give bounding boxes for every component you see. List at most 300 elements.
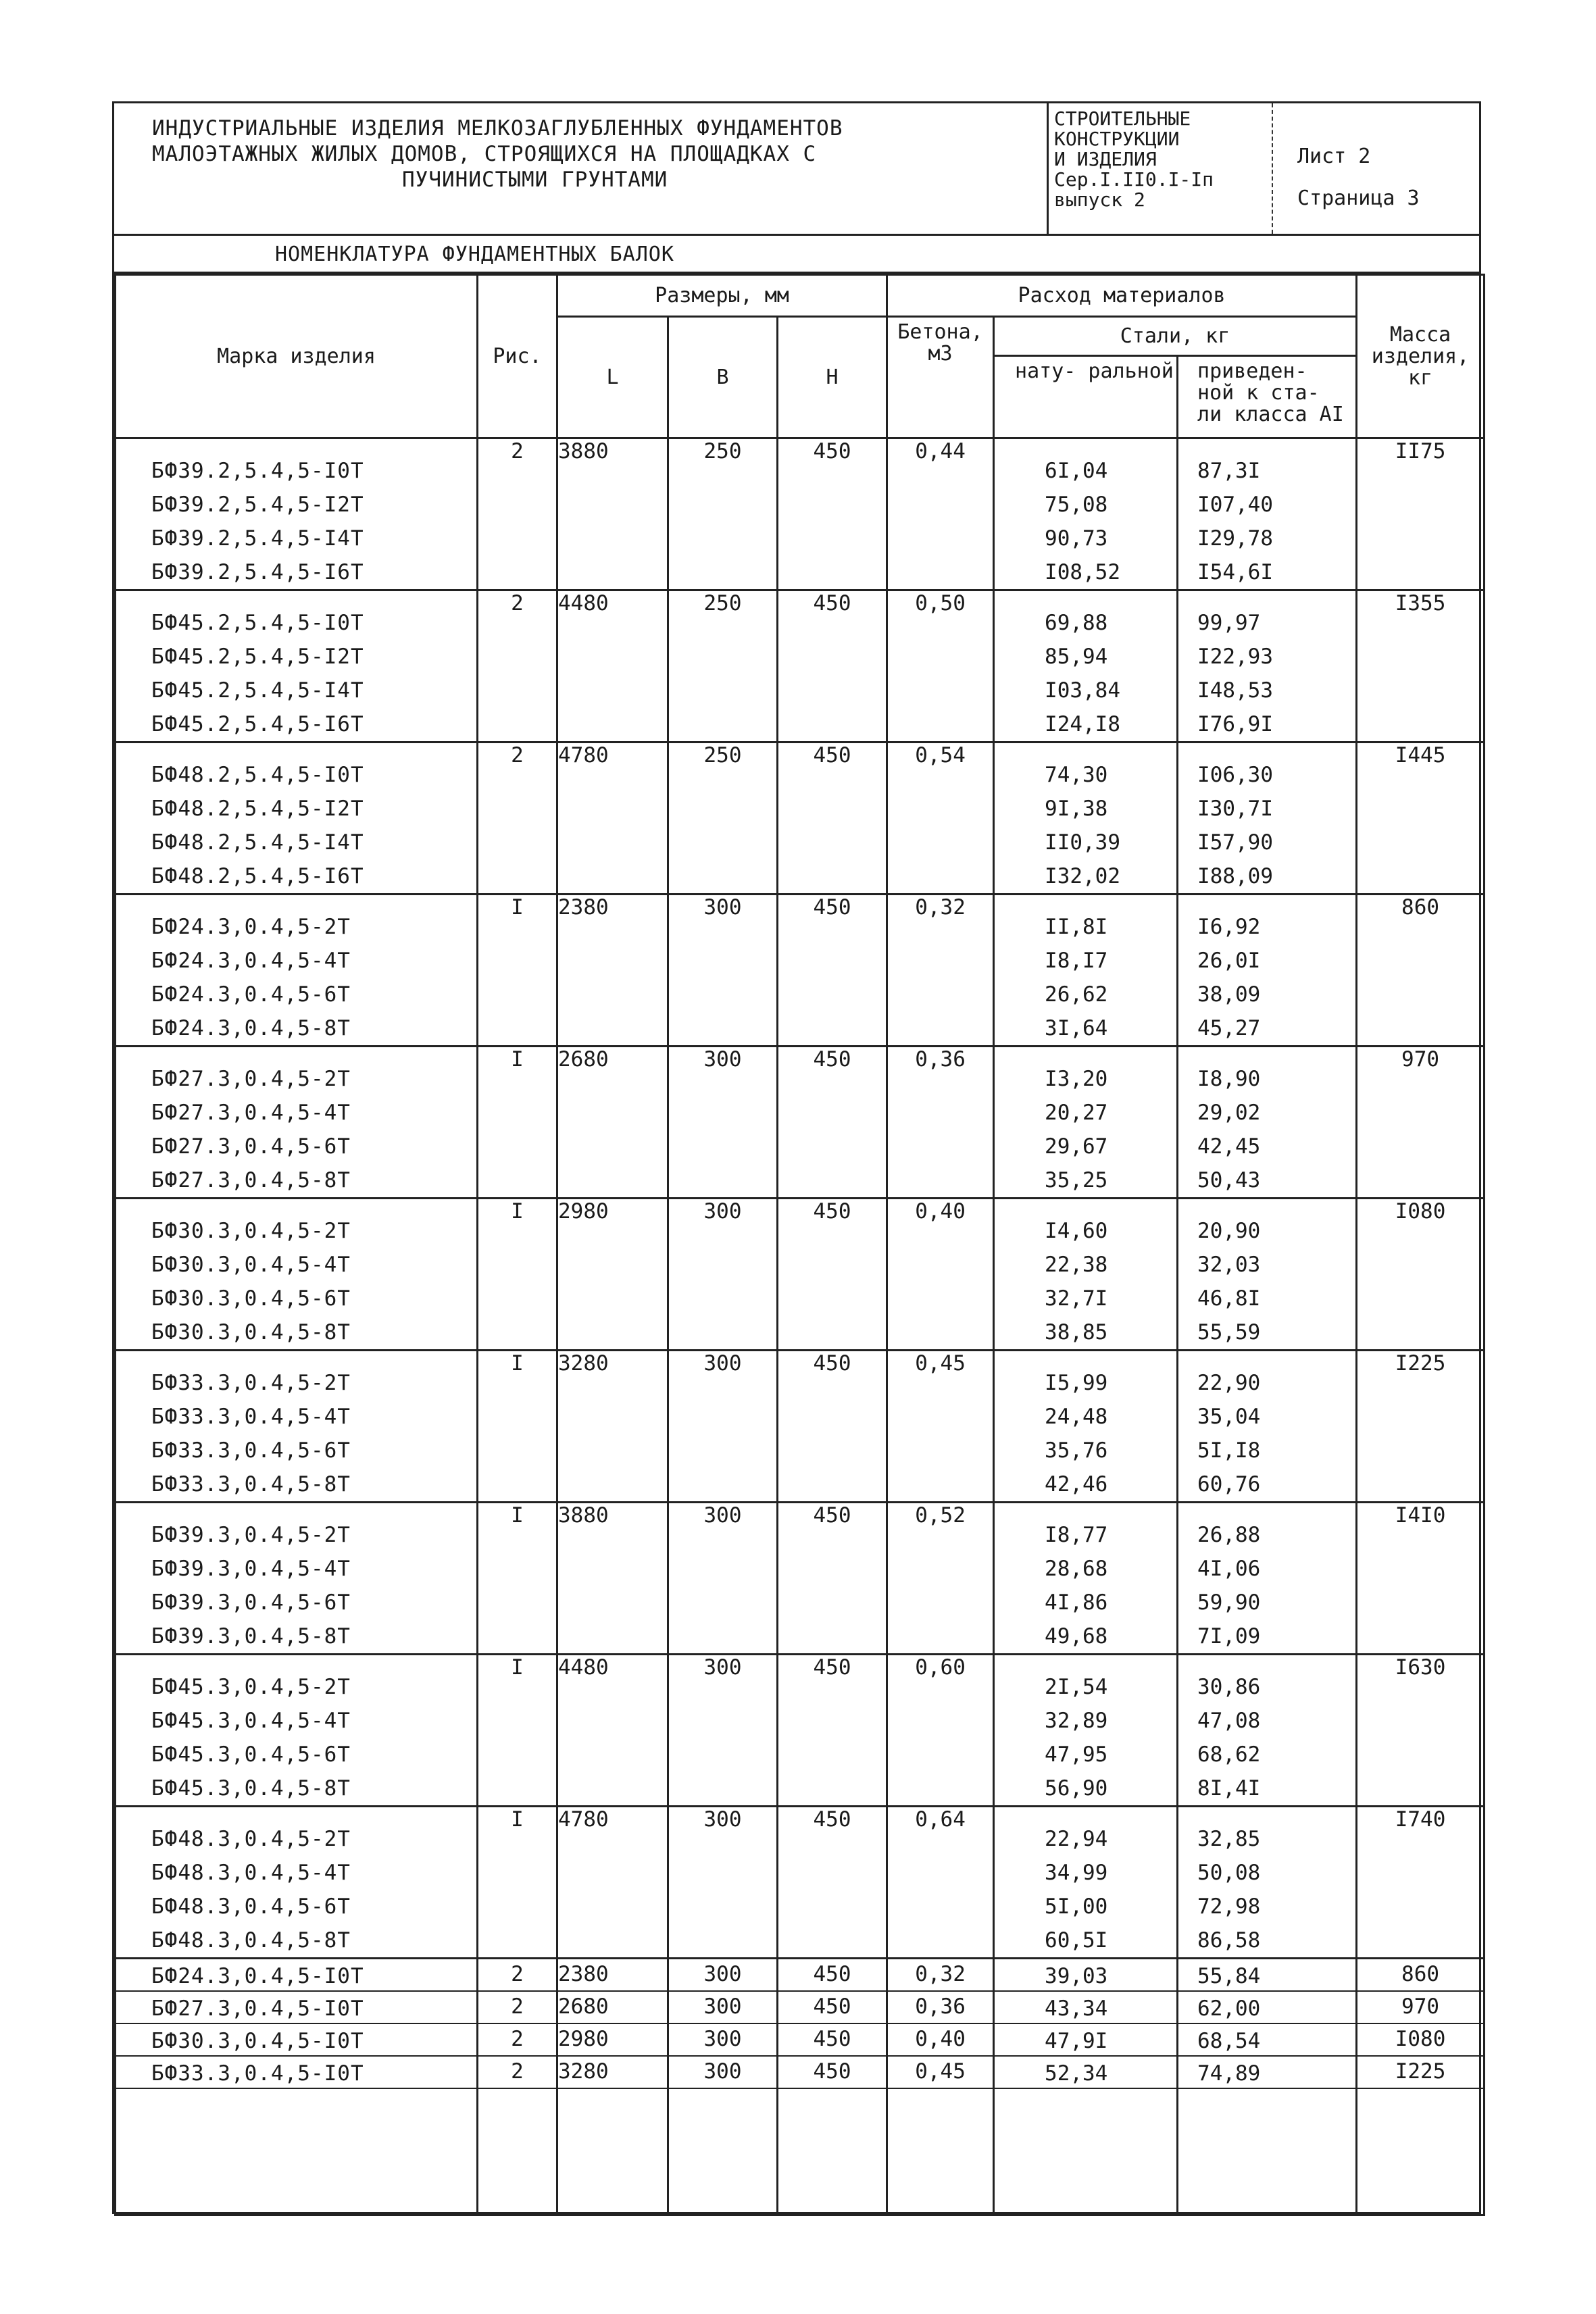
product-mark: БФ48.3,0.4,5-4T [151,1861,351,1885]
reduced-steel-value: 22,90 [1197,1371,1261,1395]
reduced-steel-value: I6,92 [1197,915,1261,939]
reduced-steel-cell [1178,1503,1357,1655]
concrete-cell: 0,40 [887,2023,994,2056]
natural-steel-cell [994,1047,1178,1199]
header-materials: Расход материалов [887,275,1357,317]
reduced-steel-value: 32,03 [1197,1253,1261,1277]
natural-steel-value: 42,46 [1045,1472,1108,1496]
product-mark: БФ39.2,5.4,5-I2T [151,493,364,517]
product-mark: БФ27.3,0.4,5-6T [151,1134,351,1159]
sheet-number: Лист 2 [1297,145,1371,168]
width-cell: 300 [668,1807,778,1959]
product-mark: БФ33.3,0.4,5-4T [151,1405,351,1429]
title-line: ПУЧИНИСТЫМИ ГРУНТАМИ [402,168,668,192]
product-mark: БФ33.3,0.4,5-I0T [151,2061,364,2086]
reduced-steel-value: 46,8I [1197,1286,1261,1311]
header-fig: Рис. [478,275,557,438]
mark-cell [116,1047,478,1199]
mark-cell [116,895,478,1047]
product-mark: БФ24.3,0.4,5-6T [151,982,351,1007]
width-cell: 300 [668,1959,778,1992]
natural-steel-value: I08,52 [1045,560,1121,584]
empty-cell [557,2088,668,2215]
table-row [116,1503,1485,1655]
reduced-steel-value: 50,08 [1197,1861,1261,1885]
product-mark: БФ45.2,5.4,5-I0T [151,611,364,635]
header-reduced: приведен- ной к ста- ли класса АI [1178,356,1357,438]
mark-cell [116,1351,478,1503]
series-line: Сер.I.II0.I-Iп [1054,168,1214,191]
reduced-steel-value: I57,90 [1197,830,1274,855]
natural-steel-value: I24,I8 [1045,712,1121,736]
fig-cell: 2 [478,1991,557,2023]
mass-cell: 860 [1357,895,1485,1047]
width-cell: 250 [668,590,778,743]
fig-cell: 2 [478,438,557,590]
reduced-steel-value: 38,09 [1197,982,1261,1007]
fig-cell: 2 [478,2056,557,2088]
reduced-steel-value: 86,58 [1197,1928,1261,1953]
concrete-cell: 0,60 [887,1655,994,1807]
reduced-steel-value: I22,93 [1197,645,1274,669]
natural-steel-cell [994,1199,1178,1351]
reduced-steel-value: 32,85 [1197,1827,1261,1851]
natural-steel-value: 35,76 [1045,1438,1108,1463]
fig-cell: I [478,1807,557,1959]
header-natural: нату- ральной [994,356,1178,438]
natural-steel-cell [994,1991,1178,2023]
natural-steel-cell [994,895,1178,1047]
mass-cell: I630 [1357,1655,1485,1807]
table-row [116,438,1485,590]
width-cell: 300 [668,1655,778,1807]
product-mark: БФ27.3,0.4,5-I0T [151,1996,364,2021]
concrete-cell: 0,36 [887,1991,994,2023]
product-mark: БФ39.2,5.4,5-I0T [151,459,364,483]
width-cell: 300 [668,1047,778,1199]
width-cell: 300 [668,895,778,1047]
natural-steel-value: I4,60 [1045,1219,1108,1243]
height-cell: 450 [778,2056,887,2088]
mark-cell [116,2056,478,2088]
reduced-steel-cell [1178,1199,1357,1351]
reduced-steel-value: 35,04 [1197,1405,1261,1429]
width-cell: 250 [668,743,778,895]
series-line: И ИЗДЕЛИЯ [1054,148,1157,170]
product-mark: БФ48.2,5.4,5-I4T [151,830,364,855]
table-row [116,1047,1485,1199]
empty-cell [887,2088,994,2215]
nomenclature-table [114,274,1485,2216]
reduced-steel-value: I30,7I [1197,797,1274,821]
reduced-steel-value: 42,45 [1197,1134,1261,1159]
mark-cell [116,2023,478,2056]
natural-steel-value: I8,I7 [1045,949,1108,973]
product-mark: БФ45.2,5.4,5-I2T [151,645,364,669]
length-cell: 2980 [557,1199,668,1351]
series-line: выпуск 2 [1054,188,1145,211]
reduced-steel-cell [1178,1655,1357,1807]
natural-steel-value: I03,84 [1045,678,1121,703]
mark-cell [116,1959,478,1992]
natural-steel-value: 24,48 [1045,1405,1108,1429]
title-line: ИНДУСТРИАЛЬНЫЕ ИЗДЕЛИЯ МЕЛКОЗАГЛУБЛЕННЫХ ФУНДАМЕНТОВ [152,116,843,141]
natural-steel-value: 6I,04 [1045,459,1108,483]
reduced-steel-value: 87,3I [1197,459,1261,483]
width-cell: 300 [668,1991,778,2023]
product-mark: БФ33.3,0.4,5-6T [151,1438,351,1463]
table-row [116,1959,1485,1992]
reduced-steel-value: I8,90 [1197,1067,1261,1091]
product-mark: БФ30.3,0.4,5-6T [151,1286,351,1311]
natural-steel-value: 47,95 [1045,1742,1108,1767]
mark-cell [116,590,478,743]
natural-steel-value: 69,88 [1045,611,1108,635]
length-cell: 4480 [557,1655,668,1807]
reduced-steel-value: I48,53 [1197,678,1274,703]
concrete-cell: 0,64 [887,1807,994,1959]
product-mark: БФ30.3,0.4,5-8T [151,1320,351,1344]
reduced-steel-value: 30,86 [1197,1675,1261,1699]
width-cell: 300 [668,1351,778,1503]
width-cell: 250 [668,438,778,590]
natural-steel-cell [994,1655,1178,1807]
fig-cell: I [478,1047,557,1199]
height-cell: 450 [778,2023,887,2056]
length-cell: 3280 [557,2056,668,2088]
table-row [116,1351,1485,1503]
reduced-steel-cell [1178,1959,1357,1992]
reduced-steel-value: 26,88 [1197,1523,1261,1547]
natural-steel-cell [994,1807,1178,1959]
natural-steel-value: 4I,86 [1045,1590,1108,1615]
natural-steel-value: 28,68 [1045,1557,1108,1581]
document-title [114,103,1049,234]
natural-steel-value: 52,34 [1045,2061,1108,2086]
natural-steel-value: 74,30 [1045,763,1108,787]
concrete-cell: 0,52 [887,1503,994,1655]
length-cell: 2680 [557,1047,668,1199]
series-block [1049,103,1273,234]
empty-cell [778,2088,887,2215]
natural-steel-value: 22,94 [1045,1827,1108,1851]
reduced-steel-value: 68,62 [1197,1742,1261,1767]
header-mark: Марка изделия [116,275,478,438]
length-cell: 3880 [557,1503,668,1655]
mass-cell: I080 [1357,1199,1485,1351]
reduced-steel-value: 8I,4I [1197,1776,1261,1801]
reduced-steel-cell [1178,590,1357,743]
table-row [116,2023,1485,2056]
natural-steel-value: I5,99 [1045,1371,1108,1395]
mass-cell: I4I0 [1357,1503,1485,1655]
table-row [116,1991,1485,2023]
reduced-steel-value: I76,9I [1197,712,1274,736]
height-cell: 450 [778,1655,887,1807]
natural-steel-value: I32,02 [1045,864,1121,888]
length-cell: 2380 [557,1959,668,1992]
length-cell: 4480 [557,590,668,743]
width-cell: 300 [668,1199,778,1351]
reduced-steel-value: 60,76 [1197,1472,1261,1496]
fig-cell: 2 [478,743,557,895]
natural-steel-value: 90,73 [1045,526,1108,551]
natural-steel-cell [994,438,1178,590]
mass-cell: 860 [1357,1959,1485,1992]
concrete-cell: 0,45 [887,1351,994,1503]
natural-steel-value: II0,39 [1045,830,1121,855]
header-mass: Масса изделия, кг [1357,275,1485,438]
natural-steel-value: I8,77 [1045,1523,1108,1547]
reduced-steel-cell [1178,1047,1357,1199]
mass-cell: I445 [1357,743,1485,895]
fig-cell: I [478,895,557,1047]
reduced-steel-value: I54,6I [1197,560,1274,584]
natural-steel-value: 35,25 [1045,1168,1108,1192]
product-mark: БФ39.3,0.4,5-8T [151,1624,351,1649]
reduced-steel-value: 74,89 [1197,2061,1261,2086]
product-mark: БФ39.2,5.4,5-I6T [151,560,364,584]
product-mark: БФ45.2,5.4,5-I6T [151,712,364,736]
product-mark: БФ24.3,0.4,5-4T [151,949,351,973]
product-mark: БФ48.3,0.4,5-6T [151,1894,351,1919]
reduced-steel-value: 55,84 [1197,1964,1261,1988]
reduced-steel-cell [1178,1351,1357,1503]
height-cell: 450 [778,1351,887,1503]
natural-steel-value: 9I,38 [1045,797,1108,821]
natural-steel-cell [994,1351,1178,1503]
height-cell: 450 [778,1807,887,1959]
fig-cell: I [478,1655,557,1807]
length-cell: 4780 [557,1807,668,1959]
width-cell: 300 [668,2023,778,2056]
empty-cell [1357,2088,1485,2215]
table-row [116,2056,1485,2088]
reduced-steel-value: 29,02 [1197,1101,1261,1125]
product-mark: БФ27.3,0.4,5-4T [151,1101,351,1125]
natural-steel-value: 2I,54 [1045,1675,1108,1699]
height-cell: 450 [778,590,887,743]
concrete-cell: 0,54 [887,743,994,895]
page-number: Страница 3 [1297,186,1420,210]
reduced-steel-value: 4I,06 [1197,1557,1261,1581]
natural-steel-cell [994,590,1178,743]
drawing-frame [112,101,1481,2214]
product-mark: БФ24.3,0.4,5-2T [151,915,351,939]
concrete-cell: 0,40 [887,1199,994,1351]
width-cell: 300 [668,1503,778,1655]
product-mark: БФ45.3,0.4,5-4T [151,1709,351,1733]
natural-steel-value: 56,90 [1045,1776,1108,1801]
product-mark: БФ24.3,0.4,5-8T [151,1016,351,1040]
reduced-steel-value: 68,54 [1197,2029,1261,2053]
natural-steel-value: 75,08 [1045,493,1108,517]
fig-cell: I [478,1351,557,1503]
reduced-steel-value: 59,90 [1197,1590,1261,1615]
height-cell: 450 [778,1959,887,1992]
natural-steel-cell [994,2056,1178,2088]
height-cell: 450 [778,743,887,895]
product-mark: БФ27.3,0.4,5-2T [151,1067,351,1091]
reduced-steel-value: 5I,I8 [1197,1438,1261,1463]
product-mark: БФ33.3,0.4,5-8T [151,1472,351,1496]
table-row [116,743,1485,895]
concrete-cell: 0,45 [887,2056,994,2088]
product-mark: БФ48.2,5.4,5-I0T [151,763,364,787]
reduced-steel-value: 7I,09 [1197,1624,1261,1649]
table-row [116,1199,1485,1351]
fig-cell: I [478,1503,557,1655]
mass-cell: I225 [1357,2056,1485,2088]
natural-steel-value: 34,99 [1045,1861,1108,1885]
mass-cell: II75 [1357,438,1485,590]
reduced-steel-cell [1178,2056,1357,2088]
mark-cell [116,1503,478,1655]
mass-cell: I740 [1357,1807,1485,1959]
natural-steel-value: 5I,00 [1045,1894,1108,1919]
concrete-cell: 0,36 [887,1047,994,1199]
natural-steel-value: I3,20 [1045,1067,1108,1091]
reduced-steel-value: I06,30 [1197,763,1274,787]
natural-steel-value: 26,62 [1045,982,1108,1007]
product-mark: БФ39.2,5.4,5-I4T [151,526,364,551]
reduced-steel-value: 45,27 [1197,1016,1261,1040]
fig-cell: 2 [478,2023,557,2056]
natural-steel-value: 20,27 [1045,1101,1108,1125]
product-mark: БФ30.3,0.4,5-I0T [151,2029,364,2053]
header-steel: Стали, кг [994,317,1357,356]
mass-cell: I225 [1357,1351,1485,1503]
empty-cell [668,2088,778,2215]
reduced-steel-value: I88,09 [1197,864,1274,888]
product-mark: БФ45.3,0.4,5-2T [151,1675,351,1699]
natural-steel-value: 38,85 [1045,1320,1108,1344]
mark-cell [116,1655,478,1807]
height-cell: 450 [778,1991,887,2023]
section-title: НОМЕНКЛАТУРА ФУНДАМЕНТНЫХ БАЛОК [114,236,1479,274]
height-cell: 450 [778,1199,887,1351]
reduced-steel-cell [1178,743,1357,895]
length-cell: 3280 [557,1351,668,1503]
fig-cell: 2 [478,590,557,743]
table-row [116,1655,1485,1807]
reduced-steel-cell [1178,895,1357,1047]
reduced-steel-value: 50,43 [1197,1168,1261,1192]
empty-cell [478,2088,557,2215]
length-cell: 3880 [557,438,668,590]
table-row [116,1807,1485,1959]
natural-steel-value: 3I,64 [1045,1016,1108,1040]
header-B: B [668,317,778,438]
mark-cell [116,1807,478,1959]
product-mark: БФ48.2,5.4,5-I6T [151,864,364,888]
natural-steel-value: 60,5I [1045,1928,1108,1953]
mark-cell [116,438,478,590]
length-cell: 4780 [557,743,668,895]
reduced-steel-value: I29,78 [1197,526,1274,551]
header-dimensions: Размеры, мм [557,275,887,317]
height-cell: 450 [778,1047,887,1199]
natural-steel-cell [994,1503,1178,1655]
fig-cell: 2 [478,1959,557,1992]
natural-steel-value: 22,38 [1045,1253,1108,1277]
natural-steel-cell [994,1959,1178,1992]
reduced-steel-cell [1178,438,1357,590]
length-cell: 2680 [557,1991,668,2023]
empty-row [116,2088,1485,2215]
mass-cell: I355 [1357,590,1485,743]
natural-steel-value: II,8I [1045,915,1108,939]
reduced-steel-cell [1178,2023,1357,2056]
product-mark: БФ39.3,0.4,5-4T [151,1557,351,1581]
natural-steel-value: 85,94 [1045,645,1108,669]
product-mark: БФ30.3,0.4,5-4T [151,1253,351,1277]
concrete-cell: 0,32 [887,895,994,1047]
natural-steel-value: 32,89 [1045,1709,1108,1733]
natural-steel-cell [994,743,1178,895]
length-cell: 2980 [557,2023,668,2056]
product-mark: БФ45.3,0.4,5-8T [151,1776,351,1801]
mass-cell: 970 [1357,1047,1485,1199]
product-mark: БФ30.3,0.4,5-2T [151,1219,351,1243]
empty-cell [994,2088,1178,2215]
natural-steel-value: 43,34 [1045,1996,1108,2021]
width-cell: 300 [668,2056,778,2088]
series-line: СТРОИТЕЛЬНЫЕ [1054,107,1191,130]
product-mark: БФ27.3,0.4,5-8T [151,1168,351,1192]
height-cell: 450 [778,895,887,1047]
reduced-steel-value: 72,98 [1197,1894,1261,1919]
height-cell: 450 [778,1503,887,1655]
height-cell: 450 [778,438,887,590]
product-mark: БФ48.3,0.4,5-2T [151,1827,351,1851]
natural-steel-value: 47,9I [1045,2029,1108,2053]
table-row [116,590,1485,743]
product-mark: БФ48.2,5.4,5-I2T [151,797,364,821]
product-mark: БФ39.3,0.4,5-2T [151,1523,351,1547]
concrete-cell: 0,32 [887,1959,994,1992]
mass-cell: 970 [1357,1991,1485,2023]
mark-cell [116,1199,478,1351]
product-mark: БФ45.3,0.4,5-6T [151,1742,351,1767]
natural-steel-value: 32,7I [1045,1286,1108,1311]
natural-steel-value: 39,03 [1045,1964,1108,1988]
product-mark: БФ48.3,0.4,5-8T [151,1928,351,1953]
header-L: L [557,317,668,438]
title-block [114,103,1479,236]
reduced-steel-value: 47,08 [1197,1709,1261,1733]
table-row [116,895,1485,1047]
natural-steel-value: 49,68 [1045,1624,1108,1649]
reduced-steel-value: I07,40 [1197,493,1274,517]
header-concrete: Бетона, м3 [887,317,994,438]
length-cell: 2380 [557,895,668,1047]
natural-steel-cell [994,2023,1178,2056]
mark-cell [116,743,478,895]
series-line: КОНСТРУКЦИИ [1054,128,1180,150]
reduced-steel-value: 62,00 [1197,1996,1261,2021]
sheet-block [1273,103,1483,234]
title-line: МАЛОЭТАЖНЫХ ЖИЛЫХ ДОМОВ, СТРОЯЩИХСЯ НА ПЛОЩАДКАХ С [152,142,817,166]
concrete-cell: 0,50 [887,590,994,743]
reduced-steel-cell [1178,1807,1357,1959]
mark-cell [116,1991,478,2023]
reduced-steel-value: 99,97 [1197,611,1261,635]
product-mark: БФ45.2,5.4,5-I4T [151,678,364,703]
product-mark: БФ33.3,0.4,5-2T [151,1371,351,1395]
fig-cell: I [478,1199,557,1351]
concrete-cell: 0,44 [887,438,994,590]
